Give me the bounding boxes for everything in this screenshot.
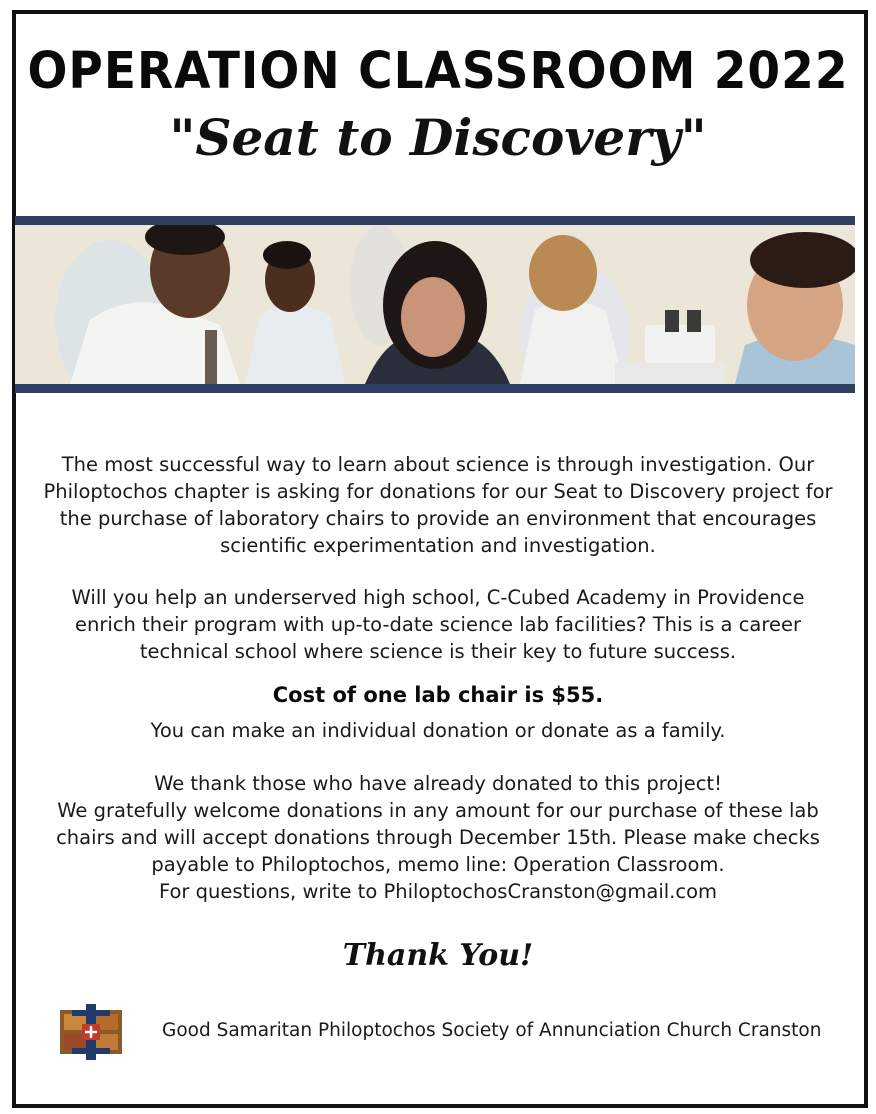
appeal-paragraph: Will you help an underserved high school, C-Cubed Academy in Providence enrich their program with up-to-date science lab facilities? This is a career technical school where science is their key to future success.: [71, 586, 805, 663]
page-title: OPERATION CLASSROOM 2022: [27, 41, 849, 102]
contact-line: For questions, write to PhiloptochosCranston@gmail.com: [158, 880, 718, 903]
donation-instructions: We gratefully welcome donations in any amount for our purchase of these lab chairs and will accept donations through December 15th. Please make checks payable to Philoptochos, memo line: Operation Classroom.: [56, 799, 820, 876]
organization-name: Good Samaritan Philoptochos Society of Annunciation Church Cranston: [162, 1020, 822, 1041]
thanks-paragraph: [40, 770, 836, 905]
intro-paragraph: The most successful way to learn about science is through investigation. Our Philoptochos chapter is asking for donations for our Seat to Discovery project for the purchase of laboratory chairs to provide an environment that encourages scientific experimentation and investigation.: [43, 453, 833, 557]
donation-options-text: You can make an individual donation or donate as a family.: [150, 719, 726, 742]
cost-statement: Cost of one lab chair is $55.: [272, 683, 604, 707]
students-in-science-lab-photo-icon: [15, 225, 855, 384]
banner-top-bar: [15, 216, 855, 225]
page-subtitle: "Seat to Discovery": [169, 108, 707, 167]
banner-photo: [15, 225, 855, 384]
cross-emblem-icon: [58, 1002, 124, 1062]
thank-you-heading: Thank You!: [342, 938, 534, 973]
banner-bottom-bar: [15, 384, 855, 393]
thanks-line: We thank those who have already donated to this project!: [154, 772, 722, 795]
